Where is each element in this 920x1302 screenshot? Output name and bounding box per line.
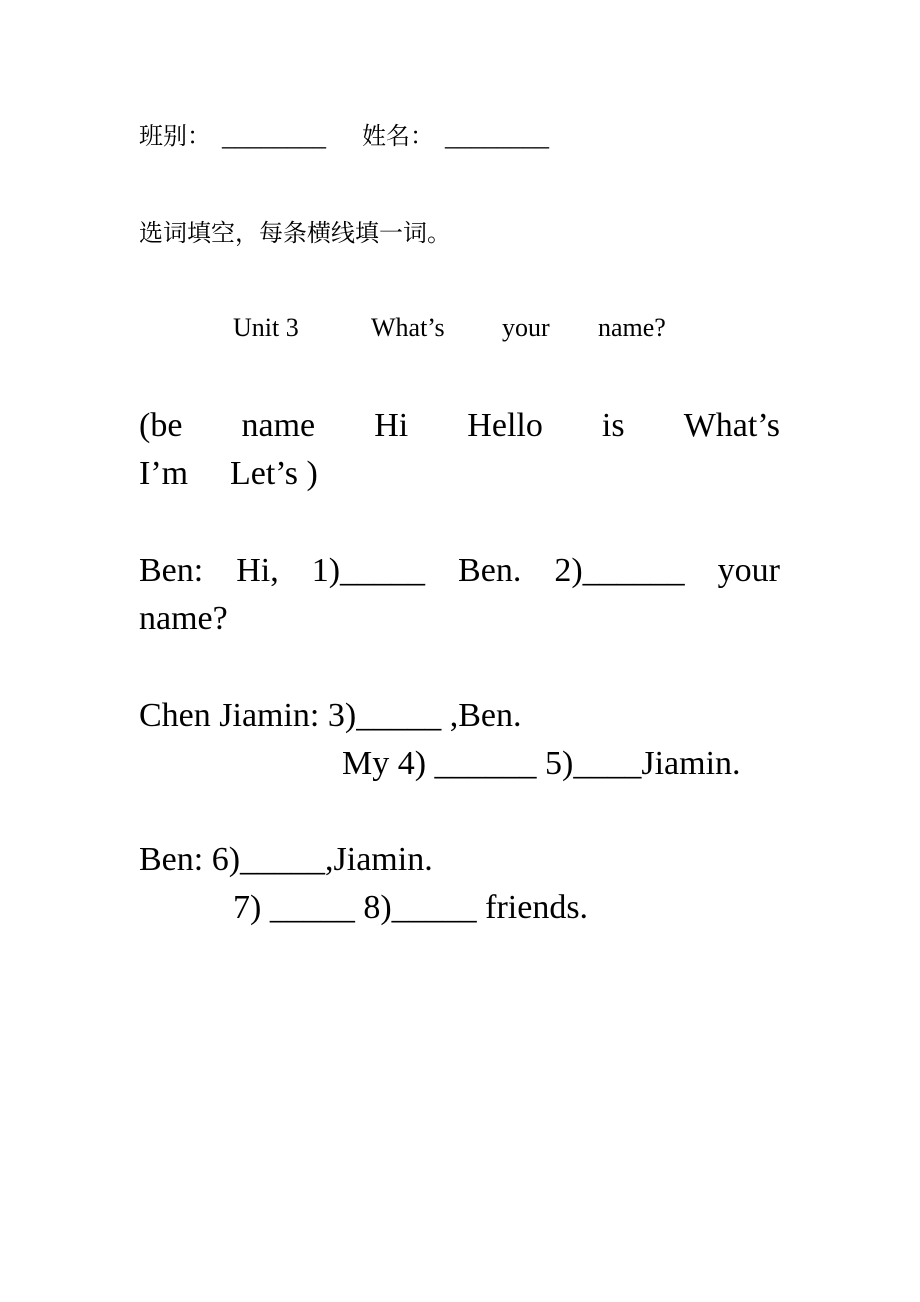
dialogue-token: your <box>717 552 780 589</box>
dialogue-token: Ben. <box>458 552 522 589</box>
title-word-2: your <box>502 313 550 342</box>
word-bank-item: Let’s ) <box>230 455 318 492</box>
word-bank-item: What’s <box>683 407 780 444</box>
dialogue-ben-1-continued: name? <box>139 600 228 637</box>
word-bank-item: Hello <box>467 407 543 444</box>
dialogue-token: Ben: <box>139 552 204 589</box>
dialogue-ben-2: Ben: 6)_____,Jiamin. <box>139 841 433 878</box>
class-label: 班别： <box>139 122 211 150</box>
name-blank: ________ <box>445 122 549 151</box>
class-blank: ________ <box>222 122 326 151</box>
title-word-3: name? <box>598 313 666 342</box>
dialogue-chen-2: My 4) ______ 5)____Jiamin. <box>342 745 741 782</box>
instruction-text: 选词填空，每条横线填一词。 <box>139 219 451 247</box>
word-bank-line-1 <box>139 409 780 443</box>
word-bank-item: Hi <box>374 407 409 444</box>
name-label: 姓名： <box>362 122 434 150</box>
unit-label: Unit 3 <box>233 313 299 342</box>
word-bank-item: I’m <box>139 455 189 492</box>
word-bank-item: is <box>601 407 625 444</box>
title-word-1: What’s <box>371 313 445 342</box>
word-bank-item: name <box>241 407 316 444</box>
dialogue-ben-1 <box>139 554 780 588</box>
dialogue-ben-3: 7) _____ 8)_____ friends. <box>233 889 589 926</box>
blank-1: 1)_____ <box>311 552 426 589</box>
dialogue-chen-1: Chen Jiamin: 3)_____ ,Ben. <box>139 697 522 734</box>
dialogue-token: Hi, <box>236 552 279 589</box>
word-bank-item: (be <box>139 407 183 444</box>
blank-2: 2)______ <box>554 552 685 589</box>
